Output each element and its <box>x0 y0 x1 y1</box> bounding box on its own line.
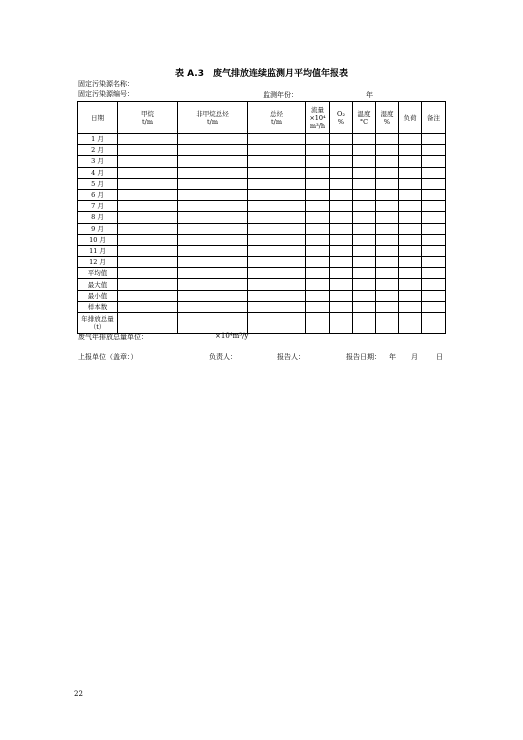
report-date-label: 报告日期： <box>346 353 381 361</box>
table-cell <box>118 234 178 245</box>
table-row <box>78 134 446 145</box>
table-cell <box>248 167 306 178</box>
table-cell <box>399 189 422 200</box>
table-cell <box>399 290 422 301</box>
table-cell <box>399 268 422 279</box>
column-header-line: ×10⁴ <box>309 113 326 122</box>
table-cell <box>306 156 330 167</box>
row-label: 5 月 <box>78 178 118 189</box>
table-cell <box>248 212 306 223</box>
table-cell <box>330 257 353 268</box>
row-label: 7 月 <box>78 201 118 212</box>
column-header <box>306 102 330 134</box>
row-label: 最小值 <box>78 290 118 301</box>
table-cell <box>376 245 399 256</box>
column-header <box>248 102 306 134</box>
table-cell <box>248 245 306 256</box>
table-row <box>78 223 446 234</box>
table-cell <box>178 201 248 212</box>
table-cell <box>248 201 306 212</box>
table-cell <box>330 290 353 301</box>
monthly-average-table <box>77 101 446 334</box>
table-cell <box>306 245 330 256</box>
table-cell <box>353 212 376 223</box>
table-cell <box>118 212 178 223</box>
table-cell <box>248 134 306 145</box>
table-cell <box>399 134 422 145</box>
table-cell <box>422 279 446 290</box>
table-cell <box>306 167 330 178</box>
table-cell <box>178 257 248 268</box>
table-cell <box>118 156 178 167</box>
table-cell <box>330 201 353 212</box>
table-cell <box>248 301 306 312</box>
page-number: 22 <box>74 690 83 698</box>
row-label: 12 月 <box>78 257 118 268</box>
column-header-line: t/m <box>142 117 153 126</box>
table-cell <box>118 268 178 279</box>
table-cell <box>306 313 330 334</box>
table-cell <box>306 301 330 312</box>
table-cell <box>376 223 399 234</box>
table-cell <box>306 223 330 234</box>
row-label: 2 月 <box>78 145 118 156</box>
table-cell <box>376 301 399 312</box>
table-cell <box>118 245 178 256</box>
table-cell <box>306 189 330 200</box>
table-cell <box>399 257 422 268</box>
table-cell <box>330 212 353 223</box>
column-header <box>399 102 422 134</box>
table-cell <box>353 189 376 200</box>
table-cell <box>399 301 422 312</box>
table-cell <box>353 167 376 178</box>
table-row <box>78 167 446 178</box>
row-label: 8 月 <box>78 212 118 223</box>
table-row <box>78 290 446 301</box>
table-row <box>78 178 446 189</box>
row-label: 4 月 <box>78 167 118 178</box>
column-header-line: 湿度 <box>380 109 394 118</box>
table-cell <box>118 201 178 212</box>
table-cell <box>118 313 178 334</box>
table-row <box>78 313 446 334</box>
table-cell <box>330 313 353 334</box>
column-header <box>78 102 118 134</box>
table-row <box>78 301 446 312</box>
table-cell <box>306 178 330 189</box>
table-cell <box>353 279 376 290</box>
column-header-line: 温度 <box>357 109 371 118</box>
table-cell <box>178 313 248 334</box>
table-cell <box>353 201 376 212</box>
source-id-label: 固定污染源编号： <box>78 90 134 98</box>
table-cell <box>118 167 178 178</box>
table-row <box>78 245 446 256</box>
table-cell <box>248 234 306 245</box>
table-cell <box>248 223 306 234</box>
table-cell <box>118 178 178 189</box>
column-header-line: 甲烷 <box>141 109 154 118</box>
table-cell <box>353 134 376 145</box>
table-cell <box>376 145 399 156</box>
table-row <box>78 234 446 245</box>
column-header-line: 流量 <box>311 105 324 114</box>
table-cell <box>178 245 248 256</box>
table-cell <box>178 145 248 156</box>
row-label: 平均值 <box>78 268 118 279</box>
table-cell <box>306 268 330 279</box>
table-cell <box>353 234 376 245</box>
date-year: 年 <box>389 353 396 361</box>
table-cell <box>376 234 399 245</box>
column-header <box>422 102 446 134</box>
table-cell <box>376 156 399 167</box>
column-header <box>178 102 248 134</box>
table-cell <box>306 145 330 156</box>
column-header <box>330 102 353 134</box>
table-cell <box>376 257 399 268</box>
table-row <box>78 189 446 200</box>
table-cell <box>422 313 446 334</box>
table-cell <box>118 257 178 268</box>
column-header-line: 非甲烷总烃 <box>196 109 229 118</box>
table-row <box>78 257 446 268</box>
table-cell <box>422 245 446 256</box>
table-cell <box>330 145 353 156</box>
table-cell <box>178 189 248 200</box>
column-header-line: t/m <box>271 117 282 126</box>
table-cell <box>353 257 376 268</box>
table-cell <box>248 290 306 301</box>
table-cell <box>376 134 399 145</box>
table-row <box>78 156 446 167</box>
table-cell <box>178 178 248 189</box>
table-cell <box>118 301 178 312</box>
reporter-label: 报告人： <box>277 353 305 361</box>
table-cell <box>353 178 376 189</box>
table-cell <box>399 167 422 178</box>
table-cell <box>399 145 422 156</box>
table-cell <box>399 223 422 234</box>
table-cell <box>353 268 376 279</box>
header-row <box>78 102 446 134</box>
table-cell <box>178 167 248 178</box>
table-cell <box>353 245 376 256</box>
table-row <box>78 212 446 223</box>
annual-unit-label: 废气年排放总量单位： <box>78 333 148 341</box>
table-cell <box>422 257 446 268</box>
table-cell <box>118 279 178 290</box>
responsible-label: 负责人： <box>209 353 237 361</box>
table-cell <box>330 245 353 256</box>
table-cell <box>399 201 422 212</box>
table-cell <box>422 156 446 167</box>
table-cell <box>306 234 330 245</box>
column-header <box>118 102 178 134</box>
date-day: 日 <box>436 353 443 361</box>
table-cell <box>118 223 178 234</box>
table-title: 表 A.3 废气排放连续监测月平均值年报表 <box>175 69 348 79</box>
row-label: 最大值 <box>78 279 118 290</box>
table-cell <box>353 145 376 156</box>
table-row <box>78 268 446 279</box>
table-cell <box>353 223 376 234</box>
table-cell <box>306 201 330 212</box>
table-cell <box>178 268 248 279</box>
table-cell <box>330 234 353 245</box>
table-cell <box>118 189 178 200</box>
table-cell <box>376 178 399 189</box>
column-header <box>376 102 399 134</box>
row-label: 10 月 <box>78 234 118 245</box>
table-cell <box>330 156 353 167</box>
row-label: 年排放总量（t） <box>78 313 118 334</box>
table-cell <box>178 156 248 167</box>
table-cell <box>330 279 353 290</box>
table-cell <box>330 268 353 279</box>
table-row <box>78 145 446 156</box>
table-cell <box>353 156 376 167</box>
table-cell <box>248 189 306 200</box>
source-name-label: 固定污染源名称： <box>78 80 134 88</box>
column-header-line: % <box>383 117 391 126</box>
table-cell <box>353 313 376 334</box>
table-cell <box>330 189 353 200</box>
table-cell <box>353 301 376 312</box>
table-cell <box>422 201 446 212</box>
table-cell <box>376 201 399 212</box>
table-cell <box>330 134 353 145</box>
table-cell <box>178 290 248 301</box>
column-header-line: 总烃 <box>270 109 283 118</box>
table-cell <box>306 257 330 268</box>
table-cell <box>178 212 248 223</box>
table-cell <box>376 279 399 290</box>
date-month: 月 <box>411 353 418 361</box>
table-cell <box>178 134 248 145</box>
table-cell <box>330 178 353 189</box>
report-unit-label: 上报单位（盖章：） <box>78 353 138 361</box>
table-cell <box>376 313 399 334</box>
table-cell <box>422 290 446 301</box>
row-label: 样本数 <box>78 301 118 312</box>
table-cell <box>422 145 446 156</box>
table-cell <box>376 268 399 279</box>
column-header-line: O₂ <box>337 109 345 118</box>
table-cell <box>248 156 306 167</box>
column-header-line: t/m <box>207 117 218 126</box>
table-cell <box>422 268 446 279</box>
table-body <box>78 134 446 334</box>
table-cell <box>248 313 306 334</box>
year-label: 监测年份： <box>263 91 298 99</box>
row-label: 11 月 <box>78 245 118 256</box>
table-cell <box>422 178 446 189</box>
row-label: 1 月 <box>78 134 118 145</box>
column-header-line: 日期 <box>91 113 104 122</box>
table-row <box>78 201 446 212</box>
table-cell <box>399 178 422 189</box>
table-cell <box>399 156 422 167</box>
table-cell <box>248 178 306 189</box>
table-cell <box>248 257 306 268</box>
table-cell <box>178 234 248 245</box>
table-cell <box>422 234 446 245</box>
column-header-line: 负荷 <box>403 113 417 122</box>
table-cell <box>376 290 399 301</box>
table-cell <box>306 290 330 301</box>
table-cell <box>399 313 422 334</box>
table-cell <box>376 167 399 178</box>
row-label: 3 月 <box>78 156 118 167</box>
table-cell <box>422 189 446 200</box>
table-cell <box>118 134 178 145</box>
table-cell <box>306 279 330 290</box>
table-row <box>78 279 446 290</box>
column-header-line: °C <box>359 117 369 126</box>
table-cell <box>248 279 306 290</box>
table-cell <box>118 145 178 156</box>
table-cell <box>353 290 376 301</box>
year-unit: 年 <box>366 91 373 99</box>
table-cell <box>399 245 422 256</box>
table-cell <box>376 212 399 223</box>
column-header <box>353 102 376 134</box>
table-cell <box>422 223 446 234</box>
table-cell <box>178 223 248 234</box>
table-cell <box>422 212 446 223</box>
table-cell <box>399 212 422 223</box>
table-cell <box>330 167 353 178</box>
table-cell <box>399 234 422 245</box>
table-cell <box>399 279 422 290</box>
column-header-line: % <box>337 117 345 126</box>
column-header-line: 备注 <box>427 113 440 122</box>
table-cell <box>376 189 399 200</box>
table-cell <box>330 223 353 234</box>
table-cell <box>422 301 446 312</box>
table-cell <box>422 134 446 145</box>
table-cell <box>248 268 306 279</box>
table-cell <box>306 134 330 145</box>
row-label: 9 月 <box>78 223 118 234</box>
table-cell <box>178 279 248 290</box>
table-cell <box>118 290 178 301</box>
table-cell <box>330 301 353 312</box>
annual-unit-value: ×10⁴m³/y <box>215 332 249 340</box>
table-cell <box>178 301 248 312</box>
table-cell <box>306 212 330 223</box>
row-label: 6 月 <box>78 189 118 200</box>
column-header-line: m³/h <box>309 121 326 130</box>
table-cell <box>248 145 306 156</box>
table-cell <box>422 167 446 178</box>
